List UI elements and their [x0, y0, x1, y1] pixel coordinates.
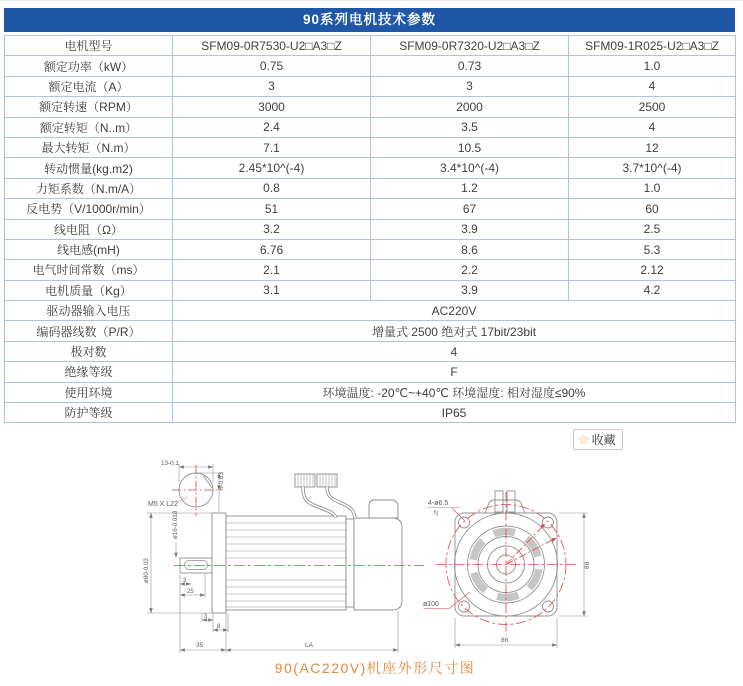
row-value: 3.5	[371, 117, 569, 137]
table-title: 90系列电机技术参数	[4, 8, 735, 32]
spec-table	[4, 35, 736, 423]
dim-width-86: 86	[501, 637, 509, 644]
row-label: 电气时间常数（ms）	[5, 260, 173, 280]
row-value: 3000	[173, 97, 371, 117]
row-value: 67	[371, 199, 569, 219]
table-row	[5, 301, 736, 321]
row-value: 2.5	[569, 219, 736, 239]
dim-la: LA	[305, 642, 313, 649]
row-value: SFM09-0R7320-U2□A3□Z	[371, 36, 569, 56]
row-label: 防护等级	[5, 403, 173, 423]
row-value-span: AC220V	[173, 301, 736, 321]
table-row	[5, 239, 736, 259]
row-value: 2.2	[371, 260, 569, 280]
dim-bolt-circle: ø100	[423, 601, 439, 608]
table-row	[5, 362, 736, 382]
row-value: 2.1	[173, 260, 371, 280]
row-value: 51	[173, 199, 371, 219]
row-value: 5.3	[569, 239, 736, 259]
row-value: 3	[371, 76, 569, 96]
row-value: 3.7*10^(-4)	[569, 158, 736, 178]
row-value: 60	[569, 199, 736, 219]
row-label: 最大转矩（N.m）	[5, 137, 173, 157]
row-value: 3.9	[371, 280, 569, 300]
row-label: 反电势（V/1000r/min）	[5, 199, 173, 219]
motor-dimension-drawing	[0, 441, 743, 686]
row-value: 8.6	[371, 239, 569, 259]
row-value: 3.1	[173, 280, 371, 300]
motor-side-view	[147, 474, 424, 653]
row-value: 0.8	[173, 178, 371, 198]
row-value-span: 环境温度: -20℃~+40℃ 环境湿度: 相对湿度≤90%	[173, 382, 736, 402]
row-label: 额定转速（RPM）	[5, 97, 173, 117]
row-value-span: 4	[173, 341, 736, 361]
table-row	[5, 280, 736, 300]
table-row	[5, 158, 736, 178]
table-row	[5, 382, 736, 402]
row-label: 额定转矩（N..m）	[5, 117, 173, 137]
row-label: 额定功率（kW）	[5, 56, 173, 76]
row-value: 3	[173, 76, 371, 96]
row-value: 2.12	[569, 260, 736, 280]
row-label: 电机型号	[5, 36, 173, 56]
row-label: 线电感(mH)	[5, 239, 173, 259]
row-value-span: IP65	[173, 403, 736, 423]
row-label: 线电阻（Ω）	[5, 219, 173, 239]
row-label: 电机质量（Kg）	[5, 280, 173, 300]
table-row	[5, 260, 736, 280]
row-value: 0.73	[371, 56, 569, 76]
table-row	[5, 56, 736, 76]
dim-3-flange: 3	[204, 614, 208, 620]
table-row	[5, 341, 736, 361]
row-label: 额定电流（A）	[5, 76, 173, 96]
row-value: 6.76	[173, 239, 371, 259]
shaft-end-detail	[172, 464, 224, 516]
dim-pilot-dia: ø80-0.03	[143, 558, 150, 583]
dim-holes: 4-ø6.5	[428, 500, 449, 507]
row-value: 4	[569, 117, 736, 137]
row-label: 极对数	[5, 341, 173, 361]
table-row	[5, 137, 736, 157]
row-value: SFM09-0R7530-U2□A3□Z	[173, 36, 371, 56]
row-value: 4.2	[569, 280, 736, 300]
row-value: 1.0	[569, 56, 736, 76]
row-value: 1.2	[371, 178, 569, 198]
row-value: 3.9	[371, 219, 569, 239]
dim-3-shaft: 3	[183, 578, 187, 584]
dim-8: 8	[217, 624, 221, 630]
row-value-span: F	[173, 362, 736, 382]
row-value: 10.5	[371, 137, 569, 157]
dim-key-height: 5-0.03	[218, 472, 225, 490]
dim-height-86: 86	[584, 561, 591, 569]
table-row	[5, 36, 736, 56]
table-row	[5, 219, 736, 239]
motor-front-view	[424, 491, 588, 648]
table-row	[5, 117, 736, 137]
dim-shaft-dia: ø16-0.018	[172, 510, 179, 539]
row-value: 2500	[569, 97, 736, 117]
row-value: 4	[569, 76, 736, 96]
table-row	[5, 97, 736, 117]
row-label: 转动惯量(kg.m2)	[5, 158, 173, 178]
row-value: 0.75	[173, 56, 371, 76]
table-row	[5, 76, 736, 96]
row-label: 力矩系数（N.m/A）	[5, 178, 173, 198]
row-value: 1.0	[569, 178, 736, 198]
favorite-label: 收藏	[591, 433, 616, 447]
row-value: SFM09-1R025-U2□A3□Z	[569, 36, 736, 56]
row-label: 使用环境	[5, 382, 173, 402]
row-value: 2.4	[173, 117, 371, 137]
dim-tap: M5 X L22	[148, 501, 178, 508]
row-label: 编码器线数（P/R）	[5, 321, 173, 341]
table-row	[5, 403, 736, 423]
dim-holes-note: 均	[433, 511, 439, 517]
row-value: 3.4*10^(-4)	[371, 158, 569, 178]
table-row	[5, 178, 736, 198]
row-value: 2.45*10^(-4)	[173, 158, 371, 178]
dim-25: 25	[187, 589, 194, 595]
table-row	[5, 199, 736, 219]
dim-35: 35	[196, 642, 204, 649]
row-value: 12	[569, 137, 736, 157]
row-value-span: 增量式 2500 绝对式 17bit/23bit	[173, 321, 736, 341]
row-label: 驱动器输入电压	[5, 301, 173, 321]
row-label: 绝缘等级	[5, 362, 173, 382]
star-icon: ☆	[578, 432, 590, 447]
dim-key-width: 13-0.1	[161, 460, 179, 467]
row-value: 3.2	[173, 219, 371, 239]
table-row	[5, 321, 736, 341]
row-value: 7.1	[173, 137, 371, 157]
drawing-caption: 90(AC220V)机座外形尺寸图	[274, 660, 476, 676]
row-value: 2000	[371, 97, 569, 117]
